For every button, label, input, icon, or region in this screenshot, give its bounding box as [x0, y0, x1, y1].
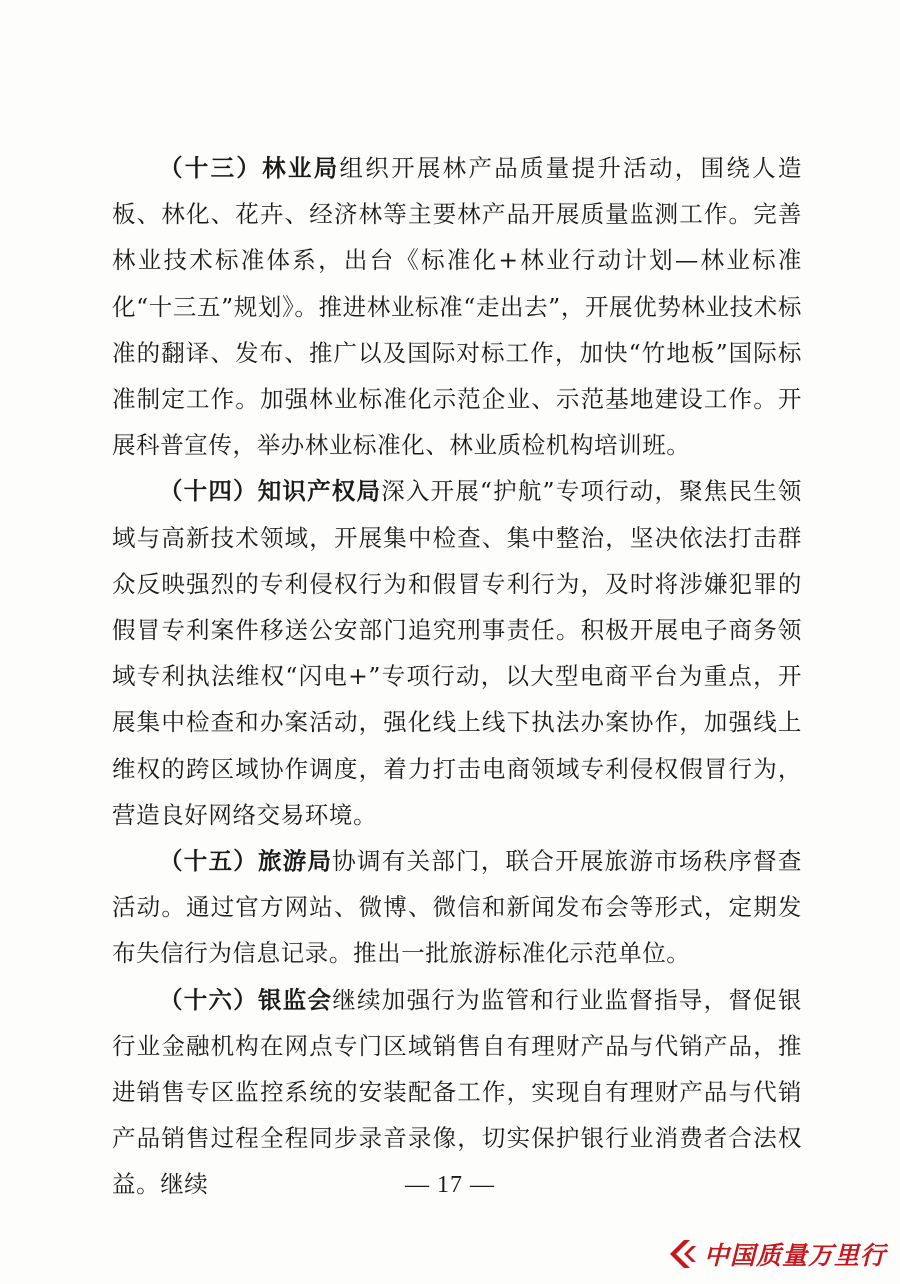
paragraph-heading: （十三）林业局	[159, 154, 340, 182]
watermark	[664, 1234, 886, 1274]
paragraph-heading: （十五）旅游局	[159, 847, 333, 876]
page-number	[0, 1172, 900, 1199]
paragraph-heading: （十四）知识产权局	[159, 477, 382, 506]
paragraph-14	[112, 468, 802, 838]
paragraph-text: 协调有关部门，联合开展旅游市场秩序督查活动。通过官方网站、微博、微信和新闻发布会等形式，定期发布失信行为信息记录。推出一批旅游标准化示范单位。	[112, 847, 802, 968]
watermark-text: 中国质量万里行	[703, 1241, 886, 1270]
chevron-logo-icon	[664, 1237, 698, 1271]
document-body	[112, 145, 802, 1208]
paragraph-text: 继续加强行为监管和行业监督指导，督促银行业金融机构在网点专门区域销售自有理财产品与代销产品，推进销售专区监控系统的安装配备工作，实现自有理财产品与代销产品销售过程全程同步录音录像，切实保护银行业消费者合法权益。继续	[112, 985, 802, 1199]
page-number-text: — 17 —	[405, 1172, 495, 1198]
paragraph-text: 深入开展“护航”专项行动，聚焦民生领域与高新技术领域，开展集中检查、集中整治，坚决依法打击群众反映强烈的专利侵权行为和假冒专利行为，及时将涉嫌犯罪的假冒专利案件移送公安部门追究刑事责任。积极开展电子商务领域专利执法维权“闪电+”专项行动，以大型电商平台为重点，开展集中检查和办案活动，强化线上线下执法办案协作，加强线上维权的跨区域协作调度，着力打击电商领域专利侵权假冒行为，营造良好网络交易环境。	[112, 477, 802, 829]
paragraph-13	[112, 145, 802, 468]
paragraph-heading: （十六）银监会	[159, 985, 333, 1014]
paragraph-text: 组织开展林产品质量提升活动，围绕人造板、林化、花卉、经济林等主要林产品开展质量监测工作。完善林业技术标准体系，出台《标准化+林业行动计划—林业标准化“十三五”规划》。推进林业标准“走出去”，开展优势林业技术标准的翻译、发布、推广以及国际对标工作，加快“竹地板”国际标准制定工作。加强林业标准化示范企业、示范基地建设工作。开展科普宣传，举办林业标准化、林业质检机构培训班。	[112, 154, 802, 460]
paragraph-15	[112, 838, 802, 977]
